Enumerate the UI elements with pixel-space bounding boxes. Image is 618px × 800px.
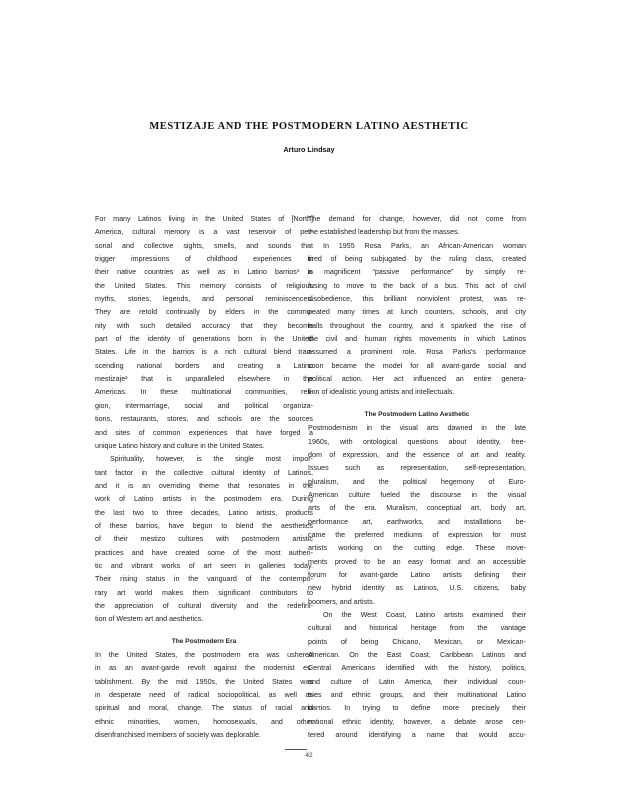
text-line: tion of Western art and aesthetics. [95,615,204,624]
text-line: arts of the era. Muralism, conceptual art, body art, [308,504,526,513]
text-line: barrios. In trying to define more precisely their [308,704,526,713]
text-line: tries and ethnic groups, and their multinational Latino [308,691,526,700]
text-line: the civil and human rights movements in which Latinos [308,335,526,344]
text-line: forum for avant-garde Latino artists defining their [308,570,526,579]
text-line: soon became the model for all avant-garde social and [308,361,526,370]
text-line: mestizaje² that is unparalleled elsewhere in the [95,375,313,384]
section-heading: The Postmodern Latino Aesthetic [364,410,470,418]
text-line: cultural and historical heritage from the vantage [308,624,526,633]
text-line: points of being Chicano, Mexican, or Mexican- [308,637,526,646]
text-line: spiritual and moral, change. The status of racial and [95,704,313,713]
text-line: In the United States, the postmodern era was ushered [95,651,313,659]
text-line: tered around identifying a name that would accu- [308,731,526,740]
text-line: Spirituality, however, is the single most impor- [110,455,313,464]
text-line: In 1955 Rosa Parks, an African-American woman [323,241,526,250]
text-line: performance art, earthworks, and installations be- [308,517,526,526]
text-line: tant factor in the collective cultural identity of Latinos, [95,468,313,477]
text-line: and culture of Latin America, their individual coun- [308,677,526,686]
text-line: of their mestizo cultures with postmodern artistic [95,535,313,544]
text-line: American. On the East Coast, Caribbean Latinos and [308,651,526,659]
text-line: disenfranchised members of society was deplorable. [95,731,261,740]
text-line: came the preferred mediums of expression for most [308,530,526,539]
text-line: artists working on the cutting edge. These move- [308,544,526,553]
text-line: Americas. In these multinational communities, reli- [95,388,313,397]
section-heading: The Postmodern Era [171,637,237,645]
text-line: a magnificent “passive performance” by simply re- [308,268,526,277]
text-line: and sites of common experiences that have forged a [95,428,313,437]
page-number-rule [285,749,307,750]
text-line: tic and vibrant works of art seen in galleries today. [95,561,313,570]
text-line: ethnic minorities, women, homosexuals, and other [95,717,313,726]
text-line: scending national borders and creating a Latino [95,361,313,370]
text-line: America, cultural memory is a vast reservoir of per- [95,228,313,237]
text-line: rary art world makes them significant contributors to [95,588,313,597]
text-line: fusing to move to the back of a bus. This act of civil [308,281,526,290]
right-text-column [308,213,526,742]
text-line: part of the identity of generations born in the United [95,335,313,344]
text-line: tired of being subjugated by the ruling class, created [308,255,526,264]
text-line: the established leadership but from the masses. [308,228,460,237]
text-line: of these barrios, have begun to blend the aesthetics [95,521,313,530]
text-line: in desperate need of radical sociopolitical, as well as [95,691,313,700]
left-text-column [95,213,313,742]
text-line: States. Life in the barrios is a rich cultural blend tran- [95,348,313,357]
text-line: pluralism, and the political hegemony of Euro- [308,477,526,486]
text-line: the United States. This memory consists of religious [95,281,313,290]
text-line: practices and have created some of the most authen- [95,548,313,557]
text-line: work of Latino artists in the postmodern era. During [95,495,313,504]
article-title: MESTIZAJE AND THE POSTMODERN LATINO AESTHETIC [149,121,469,132]
text-line: They are retold continually by elders in the commu- [95,308,313,317]
text-line: and it is an overriding theme that resonates in the [95,481,313,490]
text-line: On the West Coast, Latino artists examined their [323,610,526,619]
text-line: Postmodernism in the visual arts dawned in the late [308,424,526,433]
text-line: boomers, and artists. [308,597,375,606]
text-line: tablishment. By the mid 1950s, the United States was [95,677,313,686]
text-line: national ethnic identity, however, a debate arose cen- [308,717,526,726]
text-line: gion, intermarriage, social and political organiza- [95,401,313,410]
text-line: Central Americans identified with the history, politics, [308,664,526,673]
text-line: their native countries as well as in Latino barrios¹ in [95,268,313,277]
page-number: 42 [305,752,313,759]
text-line: Their rising status in the vanguard of the contempo- [95,575,313,584]
text-line: disobedience, this brilliant nonviolent protest, was re- [308,295,526,304]
text-line: tion of idealistic young artists and intellectuals. [308,388,455,397]
text-line: dom of expression, and the essence of art and reality. [308,450,526,459]
text-line: the appreciation of cultural diversity and the redefini- [95,601,313,610]
text-line: 1960s, with ontological questions about identity, free- [308,437,526,446]
text-line: halls throughout the country, and it sparked the rise of [308,321,526,330]
text-line: myths, stories, legends, and personal reminiscences. [95,295,313,304]
text-line: unique Latino history and culture in the United States. [95,441,265,450]
text-line: For many Latinos living in the United States of [North] [95,215,313,223]
text-line: trigger impressions of childhood experiences in [95,255,313,264]
text-line: new hybrid identity as Latinos, U.S. citizens, baby [308,584,526,593]
text-line: nity with such detailed accuracy that they become [95,321,313,330]
text-line: the last two to three decades, Latino artists, products [95,508,313,517]
text-line: The demand for change, however, did not come from [308,215,526,223]
text-line: ments proved to be an easy format and an accessible [308,557,526,566]
article-author: Arturo Lindsay [283,145,335,154]
text-line: sonal and collective sights, smells, and sounds that [95,241,313,250]
text-line: assumed a prominent role. Rosa Parks's performance [308,348,526,357]
text-line: in as an avant-garde revolt against the modernist es- [95,664,313,673]
text-line: tions, restaurants, stores, and schools are the sources [95,415,313,424]
text-line: American culture fueled the discourse in the visual [308,490,526,499]
text-line: Issues such as representation, self-representation, [308,464,526,473]
text-line: political action. Her act influenced an entire genera- [308,375,526,384]
text-line: peated many times at lunch counters, schools, and city [308,308,526,317]
